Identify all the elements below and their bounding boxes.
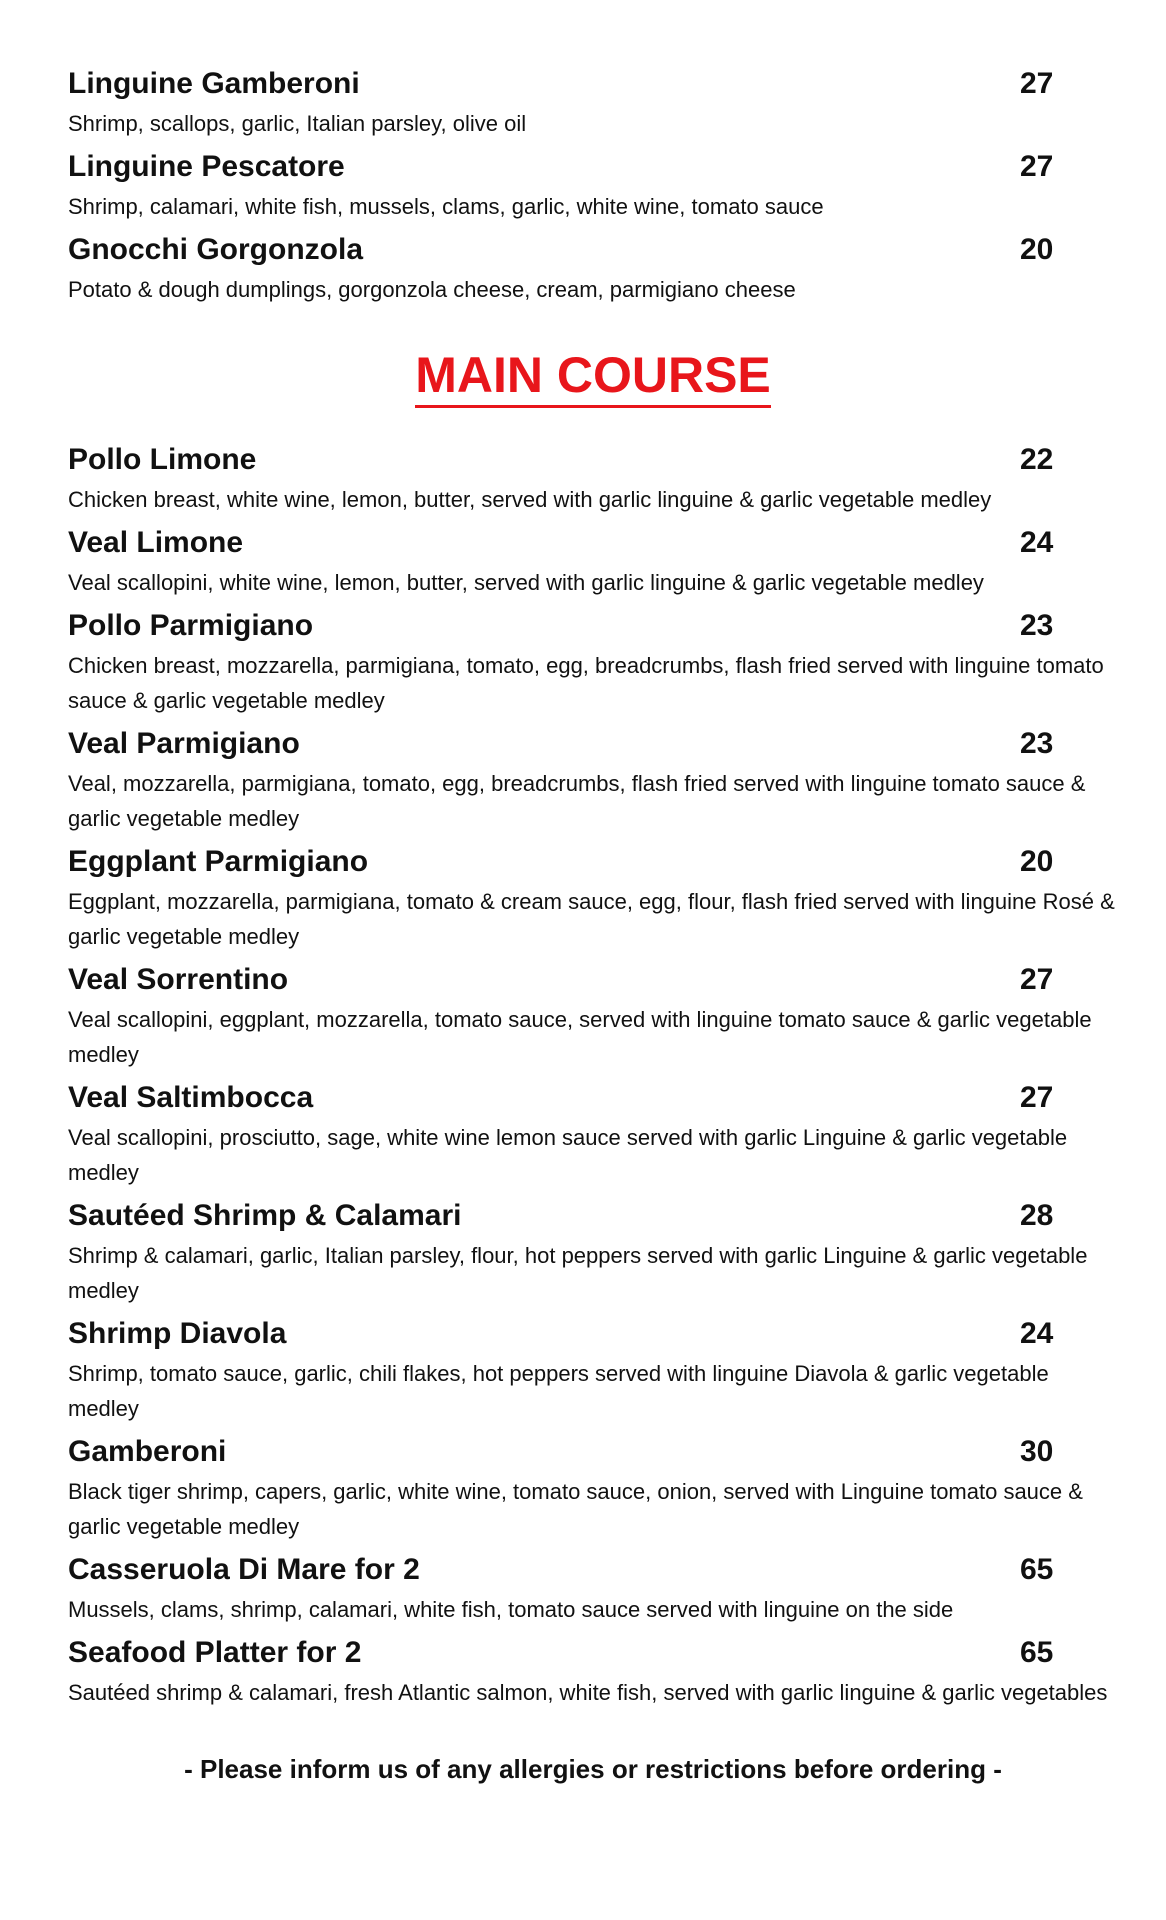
- menu-item-price: 28: [1020, 1199, 1054, 1232]
- menu-item-header: [68, 722, 1068, 766]
- menu-item-header: [68, 521, 1068, 565]
- menu-item-description: Veal, mozzarella, parmigiana, tomato, egg, breadcrumbs, flash fried served with linguine tomato sauce & garlic vegetable medley: [68, 771, 1086, 831]
- menu-item-description: Chicken breast, mozzarella, parmigiana, tomato, egg, breadcrumbs, flash fried served with linguine tomato sauce & garlic vegetable medley: [68, 653, 1104, 713]
- menu-item-description: Eggplant, mozzarella, parmigiana, tomato & cream sauce, egg, flour, flash fried served with linguine Rosé & garlic vegetable medley: [68, 889, 1115, 949]
- menu-item-description: Potato & dough dumplings, gorgonzola cheese, cream, parmigiano cheese: [68, 277, 796, 302]
- menu-item-price: 22: [1020, 443, 1054, 476]
- menu-item-description: Shrimp, calamari, white fish, mussels, clams, garlic, white wine, tomato sauce: [68, 194, 824, 219]
- menu-item-price: 20: [1020, 233, 1054, 266]
- pasta-list: [68, 62, 1118, 307]
- menu-item-description: Veal scallopini, eggplant, mozzarella, tomato sauce, served with linguine tomato sauce & garlic vegetable medley: [68, 1007, 1092, 1067]
- menu-item-description: Shrimp, tomato sauce, garlic, chili flakes, hot peppers served with linguine Diavola & garlic vegetable medley: [68, 1361, 1049, 1421]
- menu-item-name: Pollo Parmigiano: [68, 609, 314, 642]
- menu-item-name: Linguine Pescatore: [68, 150, 345, 183]
- menu-item: [68, 228, 1118, 307]
- menu-item-description: Shrimp & calamari, garlic, Italian parsley, flour, hot peppers served with garlic Linguine & garlic vegetable medley: [68, 1243, 1088, 1303]
- menu-item-description: Veal scallopini, white wine, lemon, butter, served with garlic linguine & garlic vegetable medley: [68, 570, 984, 595]
- menu-item-header: [68, 1076, 1068, 1120]
- menu-item-header: [68, 145, 1068, 189]
- menu-item-description: Shrimp, scallops, garlic, Italian parsley, olive oil: [68, 111, 527, 136]
- menu-item-header: [68, 958, 1068, 1002]
- menu-item-name: Casseruola Di Mare for 2: [68, 1553, 420, 1586]
- menu-item-price: 27: [1020, 1081, 1054, 1114]
- menu-item-name: Veal Parmigiano: [68, 727, 300, 760]
- menu-item-description: Sautéed shrimp & calamari, fresh Atlantic salmon, white fish, served with garlic linguine & garlic vegetables: [68, 1680, 1108, 1705]
- menu-item-price: 27: [1020, 963, 1054, 996]
- menu-item: [68, 145, 1118, 224]
- menu-item-price: 20: [1020, 845, 1054, 878]
- menu-item-description: Veal scallopini, prosciutto, sage, white wine lemon sauce served with garlic Linguine & garlic vegetable medley: [68, 1125, 1068, 1185]
- menu-item: [68, 840, 1118, 954]
- menu-item-header: [68, 604, 1068, 648]
- menu-item-name: Gamberoni: [68, 1435, 227, 1468]
- menu-item-header: [68, 1430, 1068, 1474]
- menu-item-name: Sautéed Shrimp & Calamari: [68, 1199, 462, 1232]
- menu-item-header: [68, 1548, 1068, 1592]
- main-course-list: [68, 438, 1118, 1710]
- menu-item-price: 27: [1020, 150, 1054, 183]
- menu-item-price: 65: [1020, 1553, 1054, 1586]
- menu-item-header: [68, 228, 1068, 272]
- section-title-container: [68, 345, 1118, 408]
- menu-item-header: [68, 1631, 1068, 1675]
- menu-item-header: [68, 1312, 1068, 1356]
- menu-item: [68, 604, 1118, 718]
- menu-page: [68, 62, 1118, 1785]
- menu-item-price: 24: [1020, 526, 1054, 559]
- menu-item-name: Veal Sorrentino: [68, 963, 289, 996]
- menu-item-price: 27: [1020, 67, 1054, 100]
- menu-item-price: 24: [1020, 1317, 1054, 1350]
- menu-item: [68, 1548, 1118, 1627]
- menu-item-name: Eggplant Parmigiano: [68, 845, 369, 878]
- section-title: MAIN COURSE: [415, 345, 771, 408]
- menu-item: [68, 1076, 1118, 1190]
- menu-item-name: Shrimp Diavola: [68, 1317, 287, 1350]
- menu-item: [68, 62, 1118, 141]
- menu-item-header: [68, 1194, 1068, 1238]
- menu-item-header: [68, 438, 1068, 482]
- menu-item-name: Gnocchi Gorgonzola: [68, 233, 364, 266]
- menu-item-description: Chicken breast, white wine, lemon, butter, served with garlic linguine & garlic vegetable medley: [68, 487, 992, 512]
- menu-item-name: Veal Saltimbocca: [68, 1081, 314, 1114]
- menu-item-price: 65: [1020, 1636, 1054, 1669]
- menu-item-price: 23: [1020, 727, 1054, 760]
- allergy-notice: - Please inform us of any allergies or restrictions before ordering -: [184, 1754, 1002, 1784]
- menu-item-name: Linguine Gamberoni: [68, 67, 360, 100]
- menu-item: [68, 958, 1118, 1072]
- menu-item-name: Seafood Platter for 2: [68, 1636, 362, 1669]
- menu-item: [68, 1194, 1118, 1308]
- menu-item-price: 30: [1020, 1435, 1054, 1468]
- menu-item-description: Black tiger shrimp, capers, garlic, white wine, tomato sauce, onion, served with Linguine tomato sauce & garlic vegetable medley: [68, 1479, 1083, 1539]
- menu-item-description: Mussels, clams, shrimp, calamari, white fish, tomato sauce served with linguine on the side: [68, 1597, 954, 1622]
- menu-item: [68, 521, 1118, 600]
- menu-item: [68, 1312, 1118, 1426]
- menu-item: [68, 438, 1118, 517]
- menu-item-header: [68, 840, 1068, 884]
- menu-item: [68, 1430, 1118, 1544]
- menu-item-name: Pollo Limone: [68, 443, 257, 476]
- menu-item-name: Veal Limone: [68, 526, 244, 559]
- menu-item-price: 23: [1020, 609, 1054, 642]
- menu-item: [68, 722, 1118, 836]
- menu-item-header: [68, 62, 1068, 106]
- menu-item: [68, 1631, 1118, 1710]
